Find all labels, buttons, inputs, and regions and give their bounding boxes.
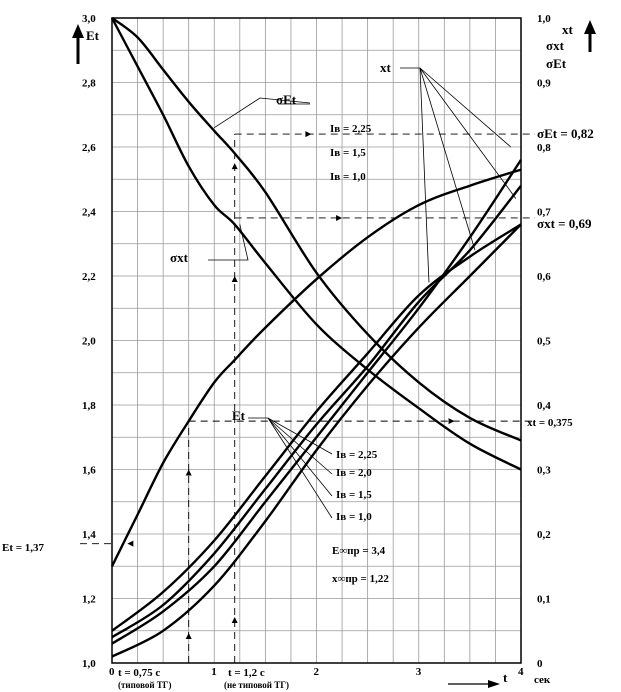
t-mark-1: t = 0,75 с xyxy=(118,667,161,679)
left-axis-ticks xyxy=(82,13,96,670)
right-axis-ticks xyxy=(537,13,551,670)
x-tick-label: 0 xyxy=(109,666,115,678)
left-tick-label: 2,4 xyxy=(82,206,96,219)
readout-sigma-xt: σxt = 0,69 xyxy=(537,216,592,231)
right-axis-arrow xyxy=(584,20,596,52)
arrow-t2-1 xyxy=(232,617,238,623)
left-tick-label: 1,6 xyxy=(82,464,96,477)
x-tick-label: 1 xyxy=(211,666,217,678)
leader-xt-2 xyxy=(420,68,475,250)
e-inf-label: E∞пр = 3,4 xyxy=(332,545,386,557)
arrow-sigma-xt xyxy=(336,215,342,221)
right-axis-label-sigma-et: σEt xyxy=(546,56,567,71)
sigma-xt-label: σxt xyxy=(170,250,188,265)
left-tick-label: 1,2 xyxy=(82,593,96,606)
left-tick-label: 2,8 xyxy=(82,77,96,90)
et-label: Et xyxy=(232,408,245,423)
left-axis-label: Et xyxy=(86,28,99,43)
right-axis-label-xt: xt xyxy=(562,22,573,37)
arrow-t2-3 xyxy=(232,163,238,169)
right-tick-label: 0,2 xyxy=(537,529,551,541)
arrow-t1-2 xyxy=(186,470,192,476)
x-tick-label: 3 xyxy=(415,666,422,678)
t-mark-1-sub: (типовой ТГ) xyxy=(118,680,172,690)
ib-top-1: Iв = 2,25 xyxy=(330,123,372,135)
arrow-t1-1 xyxy=(186,633,192,639)
ib-bottom-4: Iв = 1,0 xyxy=(336,511,372,523)
right-tick-label: 0 xyxy=(537,658,543,670)
leader-xt-1 xyxy=(400,68,429,282)
left-tick-label: 2,2 xyxy=(82,271,96,283)
right-tick-label: 0,9 xyxy=(537,77,551,90)
xt-label: xt xyxy=(380,60,391,75)
reference-lines xyxy=(80,131,535,663)
leader-xt-3 xyxy=(420,68,511,147)
x-tick-label: 2 xyxy=(313,666,319,678)
arrow-xt xyxy=(449,418,455,424)
right-tick-label: 0,3 xyxy=(537,464,551,477)
right-tick-label: 0,5 xyxy=(537,335,551,348)
right-tick-label: 0,4 xyxy=(537,400,551,412)
arrow-et xyxy=(127,541,133,547)
ib-top-3: Iв = 1,0 xyxy=(330,171,366,183)
x-axis-ticks xyxy=(109,666,524,678)
left-tick-label: 1,4 xyxy=(82,529,96,541)
readout-sigma-et: σEt = 0,82 xyxy=(537,126,594,141)
left-axis-arrow xyxy=(72,24,84,64)
t-mark-2-sub: (не типовой ТГ) xyxy=(224,680,289,690)
leader-et-2 xyxy=(268,418,332,474)
ib-bottom-1: Iв = 2,25 xyxy=(336,449,378,461)
x-axis-label: t xyxy=(503,670,508,685)
ib-top-2: Iв = 1,5 xyxy=(330,147,366,159)
x-inf-label: x∞пр = 1,22 xyxy=(332,573,389,585)
left-tick-label: 2,0 xyxy=(82,335,96,348)
right-axis-label-sigma-xt: σxt xyxy=(546,38,564,53)
left-tick-label: 1,0 xyxy=(82,658,96,670)
readout-xt: xt = 0,375 xyxy=(527,417,573,429)
left-tick-label: 1,8 xyxy=(82,400,96,412)
arrow-sigma-et xyxy=(305,131,311,137)
sigma-et-label: σEt xyxy=(276,92,297,107)
x-axis-unit: сек xyxy=(534,674,551,686)
arrow-t2-2 xyxy=(232,276,238,282)
left-tick-label: 2,6 xyxy=(82,142,96,154)
ib-bottom-2: Iв = 2,0 xyxy=(336,467,372,479)
x-axis-arrow xyxy=(448,680,500,688)
leader-et-1 xyxy=(248,418,332,454)
right-tick-label: 1,0 xyxy=(537,13,551,25)
right-tick-label: 0,8 xyxy=(537,142,551,154)
right-tick-label: 0,6 xyxy=(537,271,551,283)
x-tick-label: 4 xyxy=(518,666,524,678)
grid xyxy=(112,18,521,663)
left-tick-label: 3,0 xyxy=(82,13,96,25)
t-mark-2: t = 1,2 с xyxy=(228,667,265,679)
right-tick-label: 0,1 xyxy=(537,593,551,606)
readout-et: Et = 1,37 xyxy=(2,542,45,554)
right-tick-label: 0,7 xyxy=(537,206,551,219)
ib-bottom-3: Iв = 1,5 xyxy=(336,489,372,501)
